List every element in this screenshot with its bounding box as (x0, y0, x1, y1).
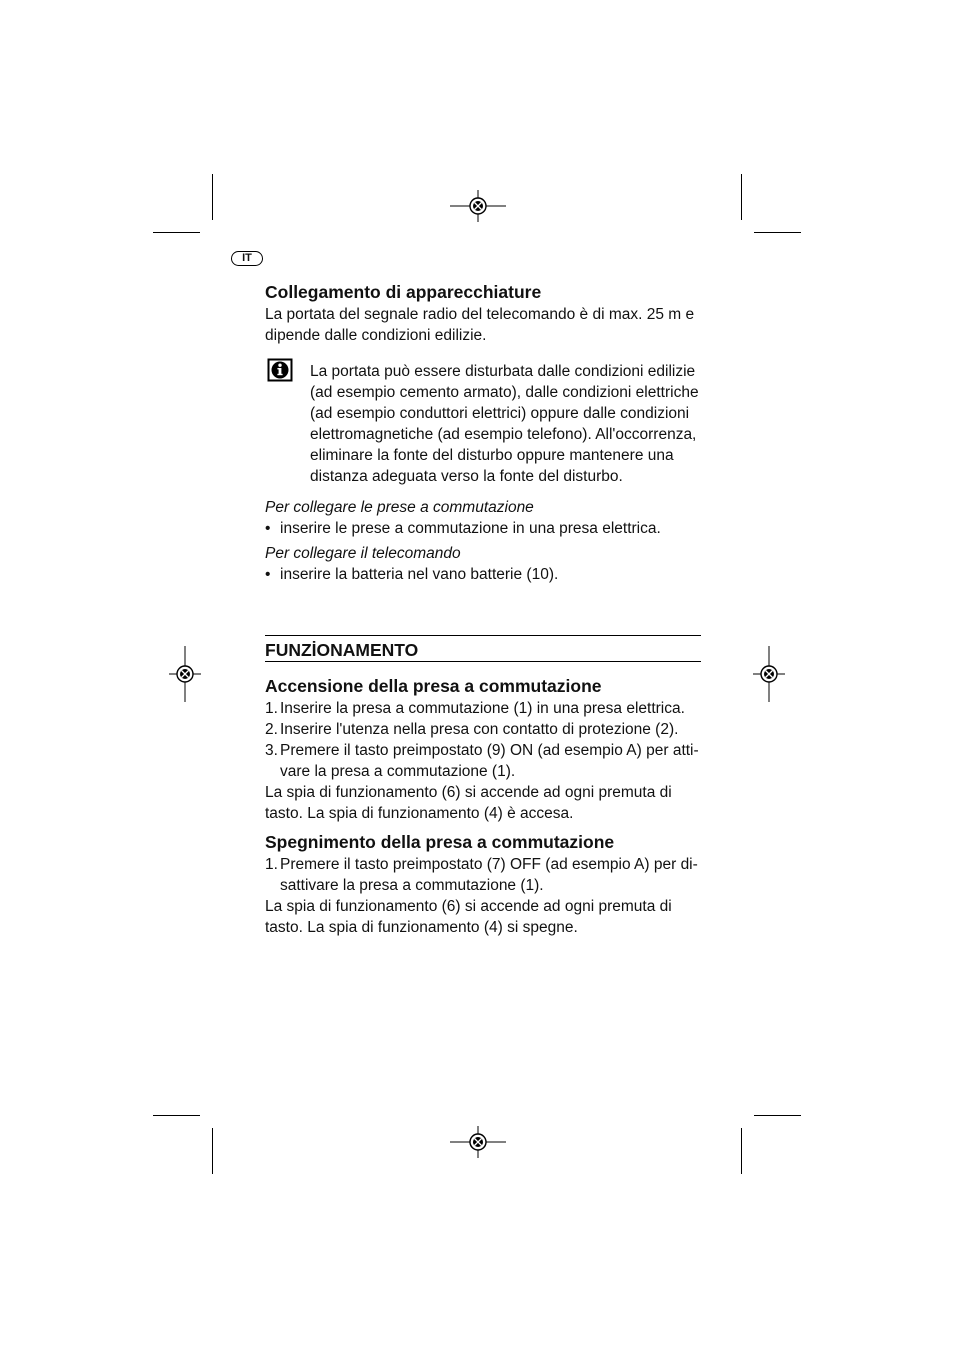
registration-mark-bottom-icon (448, 1124, 508, 1160)
crop-mark-top-left-horizontal (153, 232, 200, 233)
bullet-dot: • (265, 566, 271, 583)
bullet-text: inserire la batteria nel vano batterie (10). (280, 566, 559, 583)
list-text: sattivare la presa a commutazione (1). (280, 877, 544, 894)
switch-off-steps (265, 854, 705, 896)
text-line: tasto. La spia di funzionamento (4) è accesa. (265, 805, 574, 822)
crop-mark-bottom-left-horizontal (153, 1115, 200, 1116)
info-note-text (265, 358, 705, 487)
registration-mark-top-icon (448, 188, 508, 224)
text-line: La portata del segnale radio del telecomando è di max. 25 m e (265, 306, 695, 323)
bullet-text: inserire le prese a commutazione in una presa elettrica. (280, 520, 661, 537)
intro-paragraph (265, 304, 705, 346)
heading-switch-on: Accensione della presa a commutazione (265, 676, 602, 696)
list-item-continuation (265, 875, 705, 896)
text-line: elettromagnetiche (ad esempio telefono). All'occorrenza, (310, 426, 697, 443)
crop-mark-top-left-vertical (212, 174, 213, 220)
list-text: vare la presa a commutazione (1). (280, 763, 516, 780)
bullet-dot: • (265, 520, 271, 537)
bullet-item (265, 564, 705, 585)
section-title-operation: FUNZİONAMENTO (265, 635, 701, 662)
crop-mark-bottom-right-horizontal (754, 1115, 801, 1116)
list-item (265, 719, 705, 740)
crop-mark-top-right-vertical (741, 174, 742, 220)
page-content (265, 280, 705, 938)
list-number: 3. (265, 742, 278, 759)
text-line: dipende dalle condizioni edilizie. (265, 327, 487, 344)
list-number: 1. (265, 856, 278, 873)
text-line: tasto. La spia di funzionamento (4) si spegne. (265, 919, 578, 936)
crop-mark-bottom-left-vertical (212, 1128, 213, 1174)
subheading-connect-sockets: Per collegare le prese a commutazione (265, 499, 534, 516)
list-item (265, 854, 705, 875)
list-item (265, 698, 705, 719)
list-item (265, 740, 705, 761)
text-line: (ad esempio cemento armato), dalle condizioni elettriche (310, 384, 699, 401)
crop-mark-top-right-horizontal (754, 232, 801, 233)
list-number: 1. (265, 700, 278, 717)
text-line: La spia di funzionamento (6) si accende ad ogni premuta di (265, 898, 672, 915)
text-line: eliminare la fonte del disturbo oppure mantenere una (310, 447, 674, 464)
text-line: distanza adeguata verso la fonte del disturbo. (310, 468, 623, 485)
bullet-item (265, 518, 705, 539)
text-line: (ad esempio conduttori elettrici) oppure dalle condizioni (310, 405, 690, 422)
list-number: 2. (265, 721, 278, 738)
heading-switch-off: Spegnimento della presa a commutazione (265, 832, 615, 852)
registration-mark-right-icon (751, 644, 787, 704)
list-item-continuation (265, 761, 705, 782)
info-icon (267, 358, 293, 382)
text-line: La spia di funzionamento (6) si accende ad ogni premuta di (265, 784, 672, 801)
list-text: Inserire l'utenza nella presa con contatto di protezione (2). (280, 721, 679, 738)
list-text: Premere il tasto preimpostato (7) OFF (ad esempio A) per di- (280, 856, 698, 873)
section-heading-connection: Collegamento di apparecchiature (265, 282, 542, 302)
switch-on-steps (265, 698, 705, 782)
registration-mark-left-icon (167, 644, 203, 704)
language-badge: IT (231, 251, 263, 266)
crop-mark-bottom-right-vertical (741, 1128, 742, 1174)
list-text: Inserire la presa a commutazione (1) in una presa elettrica. (280, 700, 685, 717)
list-text: Premere il tasto preimpostato (9) ON (ad esempio A) per atti- (280, 742, 699, 759)
text-line: La portata può essere disturbata dalle condizioni edilizie (310, 363, 696, 380)
subheading-connect-remote: Per collegare il telecomando (265, 545, 461, 562)
info-note (265, 358, 705, 487)
